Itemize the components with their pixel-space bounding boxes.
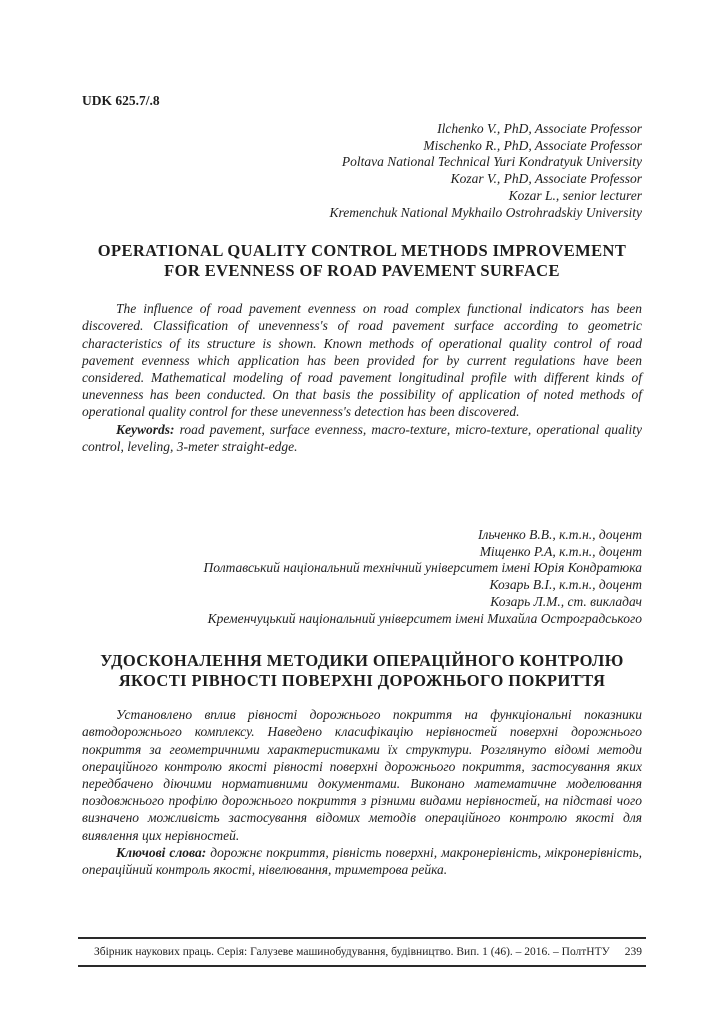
paper-title-english [82, 241, 642, 281]
authors-block-english [82, 121, 642, 221]
paper-title-ukrainian [82, 651, 642, 691]
author-line-uk-4: Козарь Л.М., ст. викладач [490, 593, 642, 609]
udk-code: UDK 625.7/.8 [82, 93, 160, 108]
author-line-en-1: Ilchenko V., PhD, Associate Professor [437, 121, 642, 136]
authors-block-ukrainian [82, 527, 642, 627]
footer-page-number: 239 [624, 946, 642, 958]
author-line-en-2: Mischenko R., PhD, Associate Professor [423, 137, 642, 153]
paper-title-ukrainian-line2: ЯКОСТІ РІВНОСТІ ПОВЕРХНІ ДОРОЖНЬОГО ПОКРИТТЯ [118, 671, 606, 691]
abstract-ukrainian: Установлено вплив рівності дорожнього покриття на функціональні показники автодорожнього комплексу. Наведено класифікацію нерівностей поверхні дорожнього покриття за геометричними характеристиками їх структури. Розглянуто відомі методи операційного контролю якості рівності поверхні дорожнього покриття, застосування яких передбачено діючими нормативними документами. Виконано математичне моделювання поздовжнього профілю дорожнього покриття з різними видами нерівностей, на підставі чого визначено можливість застосування відомих методів операційного контролю якості для виявлення цих нерівностей. [82, 707, 642, 843]
affiliation-line-uk-1: Полтавський національний технічний університет імені Юрія Кондратюка [203, 560, 642, 576]
affiliation-line-en-2: Kremenchuk National Mykhailo Ostrohradskiy University [329, 204, 642, 220]
author-line-uk-1: Ільченко В.В., к.т.н., доцент [478, 527, 642, 543]
author-line-uk-3: Козарь В.І., к.т.н., доцент [489, 577, 642, 593]
paper-title-english-line2: FOR EVENNESS OF ROAD PAVEMENT SURFACE [164, 261, 560, 281]
affiliation-line-en-1: Poltava National Technical Yuri Kondratyuk University [341, 154, 642, 170]
keywords-ukrainian-label: Ключові слова: [116, 844, 207, 860]
paper-title-ukrainian-line1: УДОСКОНАЛЕННЯ МЕТОДИКИ ОПЕРАЦІЙНОГО КОНТРОЛЮ [100, 651, 624, 671]
paper-title-english-line1: OPERATIONAL QUALITY CONTROL METHODS IMPROVEMENT [97, 241, 627, 261]
page-footer [78, 937, 646, 967]
keywords-ukrainian [82, 844, 642, 878]
abstract-english: The influence of road pavement evenness on road complex functional indicators has been discovered. Classification of unevenness's of road pavement surface according to geometric characteristics of its structure is shown. Known methods of operational quality control of road pavement evenness which application has been provided for by current regulations have been considered. Mathematical modeling of road pavement longitudinal profile with different kinds of unevenness has been conducted. On that basis the possibility of application of noted methods of operational quality control for these unevenness's detection has been discovered. [82, 301, 642, 420]
keywords-english-text: road pavement, surface evenness, macro-texture, micro-texture, operational quality control, leveling, 3-meter straight-edge. [82, 421, 642, 454]
author-line-uk-2: Міщенко Р.А, к.т.н., доцент [479, 543, 642, 559]
footer-journal-line: Збірник наукових праць. Серія: Галузеве машинобудування, будівництво. Вип. 1 (46). – 2016. – ПолтНТУ [94, 946, 610, 958]
author-line-en-3: Kozar V., PhD, Associate Professor [450, 171, 642, 187]
keywords-english-label: Keywords: [116, 421, 175, 437]
keywords-english [82, 421, 642, 455]
author-line-en-4: Kozar L., senior lecturer [508, 187, 642, 203]
keywords-ukrainian-text: дорожнє покриття, рівність поверхні, макронерівність, мікронерівність, операційний контроль якості, нівелювання, триметрова рейка. [82, 844, 643, 878]
affiliation-line-uk-2: Кременчуцький національний університет імені Михайла Остроградського [207, 610, 642, 626]
